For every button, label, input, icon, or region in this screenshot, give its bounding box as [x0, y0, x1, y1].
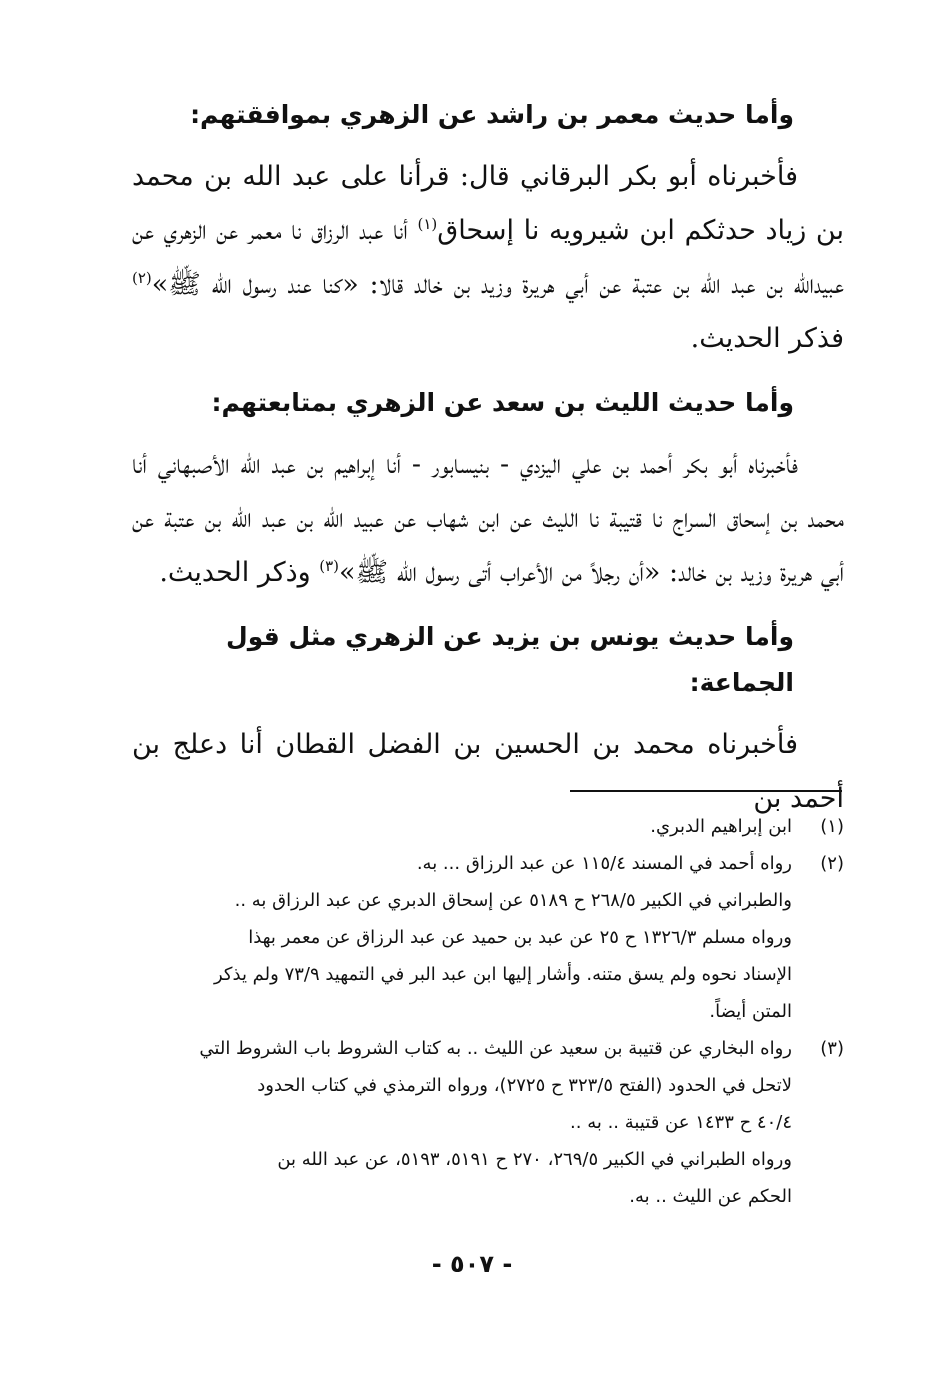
- paragraph-layth: فأخبرناه أبو بكر أحمد بن علي اليزدي - بنيسابور - أنا إبراهيم بن عبد الله الأصبهاني أنا محمد بن إسحاق السراج نا قتيبة نا الليث عن ابن شهاب عن عبيد الله بن عبد الله بن عتبة عن أبي هريرة وزيد بن خالد: «أن رجلاً من الأعراب أتى رسول الله ﷺ»$^{(٣)}$ وذكر الحديث.: [132, 449, 844, 588]
- footnote-ref-2[interactable]: (٢): [132, 269, 152, 287]
- footnote-line: رواه البخاري عن قتيبة بن سعيد عن الليث .. به كتاب الشروط باب الشروط التي: [199, 1038, 792, 1059]
- section-heading-layth: وأما حديث الليث بن سعد عن الزهري بمتابعتهم:: [211, 388, 794, 417]
- footnote-3: [132, 1030, 844, 1141]
- footnote-number: (٢): [820, 853, 844, 874]
- footnote-ref-3[interactable]: (٣): [319, 557, 340, 575]
- footnotes: [132, 808, 844, 1215]
- footnote-line: ورواه الطبراني في الكبير ٢٦٩/٥، ٢٧٠ ح ٥١٩١، ٥١٩٣، عن عبد الله بن: [277, 1149, 792, 1170]
- footnote-line: ورواه مسلم ١٣٢٦/٣ ح ٢٥ عن عبد بن حميد عن عبد الرزاق عن معمر بهذا: [248, 927, 792, 948]
- footnote-line: ٤٠/٤ ح ١٤٣٣ عن قتيبة .. به ..: [570, 1112, 792, 1133]
- footnote-line: ابن إبراهيم الدبري.: [650, 816, 792, 837]
- footnote-line: لاتحل في الحدود (الفتح ٣٢٣/٥ ح ٢٧٢٥)، ورواه الترمذي في كتاب الحدود: [257, 1075, 792, 1096]
- footnote-line: الإسناد نحوه ولم يسق متنه. وأشار إليها ابن عبد البر في التمهيد ٧٣/٩ ولم يذكر: [214, 964, 792, 985]
- footnote-line: والطبراني في الكبير ٢٦٨/٥ ح ٥١٨٩ عن إسحاق الدبري عن عبد الرزاق به ..: [234, 890, 792, 911]
- page-number: - ٥٠٧ -: [431, 1250, 513, 1278]
- footnote-2: [132, 845, 844, 882]
- main-text: [132, 92, 844, 840]
- footnote-separator: [570, 790, 842, 792]
- paragraph-muammar: فأخبرناه أبو بكر البرقاني قال: قرأنا على عبد الله بن محمد بن زياد حدثكم ابن شيرويه نا إسحاق$^{(١)}$ أنا عبد الرزاق نا معمر عن الزهري عن عبيدالله بن عبد الله بن عتبة عن أبي هريرة وزيد بن خالد قالا: «كنا عند رسول الله ﷺ»$^{(٢)}$ فذكر الحديث.: [132, 161, 845, 354]
- footnote-number: (١): [820, 816, 844, 837]
- paragraph-yunus: فأخبرناه محمد بن الحسين بن الفضل القطان أنا دعلج بن أحمد بن: [132, 729, 844, 814]
- footnote-ref-1[interactable]: (١): [417, 215, 438, 233]
- footnote-1: [132, 808, 844, 845]
- section-heading-yunus: وأما حديث يونس بن يزيد عن الزهري مثل قول الجماعة:: [226, 622, 794, 697]
- footnote-line: رواه أحمد في المسند ١١٥/٤ عن عبد الرزاق ... به.: [416, 853, 792, 874]
- footnote-line: المتن أيضاً.: [709, 1001, 792, 1022]
- section-heading-muammar: وأما حديث معمر بن راشد عن الزهري بموافقتهم:: [190, 100, 794, 129]
- footnote-number: (٣): [820, 1038, 844, 1059]
- footnote-line: الحكم عن الليث .. به.: [629, 1186, 792, 1207]
